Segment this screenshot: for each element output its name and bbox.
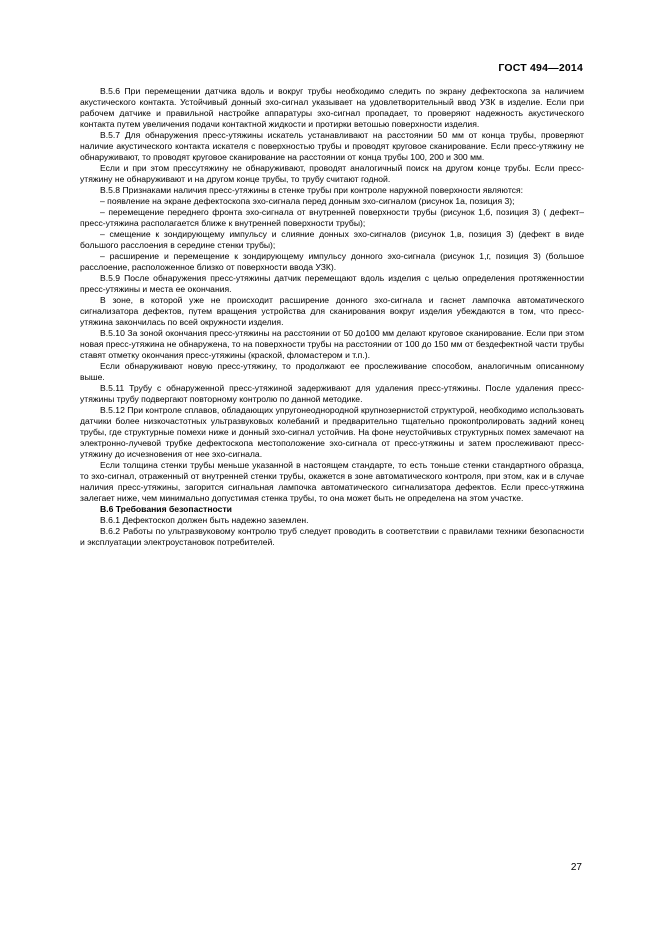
paragraph-b-5-8: В.5.8 Признаками наличия пресс-утяжины в стенке трубы при контроле наружной поверхности являются: [100, 185, 523, 195]
list-item-sign-2: – перемещение переднего фронта эхо-сигнала от внутренней поверхности трубы (рисунок 1,б, позиция 3) ( дефект–пресс-утяжина располагается ближе к внутренней поверхности трубы); [80, 207, 584, 228]
document-header: ГОСТ 494—2014 [498, 62, 583, 74]
paragraph-b-5-12: В.5.12 При контроле сплавов, обладающих упругонеоднородной крупнозернистой структурой, необходимо использовать датчики более низкочастотных ультразвуковых колебаний и предварительно тщательно прокontролировать задний конец трубы, где структурные помехи ниже и донный эхо-сигнал устойчив. На фоне неустойчивых структурных помех замечают на электронно-лучевой трубке дефектоскопа местоположение эхо-сигнала от пресс-утяжины и затем прослеживают пресс-утяжину до исчезновения от нее эхо-сигнала. [80, 405, 584, 459]
paragraph-b-5-9-continuation: В зоне, в которой уже не происходит расширение донного эхо-сигнала и гаснет лампочка автоматического сигнализатора дефектов, путем вращения устройства для сканирования вокруг изделия убеждаются в том, что пресс-утяжина закончилась по всей окружности изделия. [80, 295, 584, 327]
paragraph-b-5-10-continuation: Если обнаруживают новую пресс-утяжину, то продолжают ее прослеживание способом, аналогичным описанному выше. [80, 361, 584, 382]
paragraph-b-6-2: В.6.2 Работы по ультразвуковому контролю труб следует проводить в соответствии с правилами техники безопасности и эксплуатации электроустановок потребителей. [80, 526, 584, 547]
paragraph-b-5-7: В.5.7 Для обнаружения пресс-утяжины искатель устанавливают на расстоянии 50 мм от конца трубы, проверяют наличие акустического контакта искателя с поверхностью трубы и проводят круговое сканирование. Если пресс-утяжину не обнаруживают, то проводят круговое сканирование на расстоянии от конца трубы 100, 200 и 300 мм. [80, 130, 584, 162]
list-item-sign-4: – расширение и перемещение к зондирующему импульсу донного эхо-сигнала (рисунок 1,г, позиция 3) (большое расслоение, расположенное близко от поверхности ввода УЗК). [80, 251, 584, 272]
paragraph-b-5-12-continuation: Если толщина стенки трубы меньше указанной в настоящем стандарте, то есть тоньше стенки стандартного образца, то эхо-сигнал, отраженный от внутренней стенки трубы, окажется в зоне автоматического контроля, при этом, как и в случае наличия пресс-утяжины, загорится сигнальная лампочка автоматического сигнализатора дефектов. Если пресс-утяжина залегает ниже, чем минимально допустимая стенка трубы, то она может быть не определена на этом участке. [80, 460, 584, 503]
paragraph-b-5-11: В.5.11 Трубу с обнаруженной пресс-утяжиной задерживают для удаления пресс-утяжины. После удаления пресс-утяжины трубу подвергают повторному контролю по данной методике. [80, 383, 584, 404]
list-item-sign-3: – смещение к зондирующему импульсу и слияние донных эхо-сигналов (рисунок 1,в, позиция 3) (дефект в виде большого расслоения в середине стенки трубы); [80, 229, 584, 250]
paragraph-b-5-6: В.5.6 При перемещении датчика вдоль и вокруг трубы необходимо следить по экрану дефектоскопа за наличием акустического контакта. Устойчивый донный эхо-сигнал указывает на удовлетворительный ввод УЗК в изделие. Если при рабочем датчике и правильной настройке аппаратуры эхо-сигнал пропадает, то проверяют надежность акустического контакта путем увеличения подачи контактной жидкости и протирки ветошью поверхности изделия. [80, 86, 584, 129]
document-body [80, 86, 584, 548]
page-number: 27 [570, 862, 582, 873]
section-heading-b-6: В.6 Требования безопастности [100, 504, 232, 514]
paragraph-b-5-10: В.5.10 За зоной окончания пресс-утяжины на расстоянии от 50 до100 мм делают круговое сканирование. Если при этом новая пресс-утяжина не обнаружена, то на поверхности трубы на расстоянии от 100 до 150 мм от бездефектной части трубы ставят отметку окончания пресс-утяжины (краской, фломастером и т.п.). [80, 328, 584, 360]
paragraph-b-6-1: В.6.1 Дефектоскоп должен быть надежно заземлен. [100, 515, 309, 525]
list-item-sign-1: – появление на экране дефектоскопа эхо-сигнала перед донным эхо-сигналом (рисунок 1а, позиция 3); [100, 196, 515, 206]
paragraph-b-5-9: В.5.9 После обнаружения пресс-утяжины датчик перемещают вдоль изделия с целью определения протяженностии пресс-утяжины и места ее окончания. [80, 273, 584, 294]
paragraph-b-5-7-continuation: Если и при этом прессутяжину не обнаруживают, проводят аналогичный поиск на другом конце трубы. Если пресс-утяжину не обнаруживают и на другом конце трубы, то трубу считают годной. [80, 163, 584, 184]
